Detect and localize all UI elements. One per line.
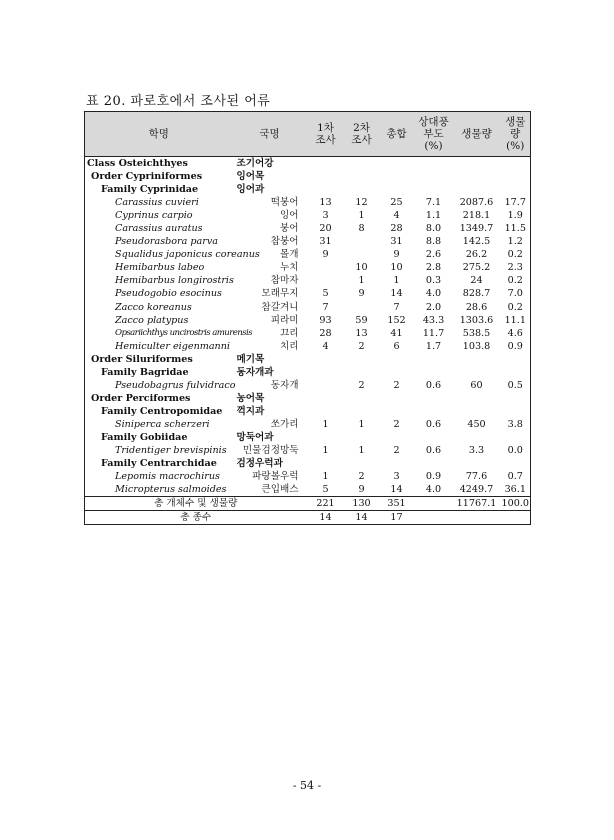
- species-scientific-name: Opsariichthys uncirostris amurensis: [85, 327, 233, 340]
- relative-abundance: 2.8: [425, 262, 442, 274]
- header-total: 총합: [379, 112, 415, 157]
- taxon-korean-name: 농어목: [236, 392, 265, 404]
- empty-cell: [453, 511, 501, 525]
- empty-cell: [379, 392, 415, 405]
- biomass: 828.7: [462, 288, 491, 300]
- empty-cell: [415, 170, 453, 183]
- totals-biomass: 11767.1: [453, 497, 501, 511]
- species-korean-name: 파랑볼우럭: [252, 471, 299, 483]
- survey1-count: 13: [319, 197, 332, 209]
- relative-abundance: 0.9: [425, 471, 442, 483]
- species-korean-name: 참붕어: [270, 236, 299, 248]
- total-count: 14: [390, 484, 403, 496]
- biomass: 60: [470, 379, 483, 391]
- taxon-group-row: [85, 457, 531, 470]
- species-row: [85, 222, 531, 235]
- biomass-percent: 0.5: [501, 379, 531, 392]
- empty-cell: [415, 511, 453, 525]
- species-scientific-name: Hemiculter eigenmanni: [85, 340, 233, 353]
- empty-cell: [501, 392, 531, 405]
- species-korean-name: 큰입배스: [261, 484, 299, 496]
- biomass: 1303.6: [459, 314, 494, 326]
- empty-cell: [501, 157, 531, 171]
- taxon-group-row: [85, 157, 531, 171]
- relative-abundance: 11.7: [422, 327, 445, 339]
- species-row: [85, 301, 531, 314]
- survey2-count: 1: [358, 445, 365, 457]
- species-scientific-name: Cyprinus carpio: [85, 209, 233, 222]
- survey1-count: 3: [322, 210, 329, 222]
- species-korean-name: 모래무지: [261, 288, 299, 300]
- survey1-count: 5: [322, 288, 329, 300]
- taxon-name: Order Cypriniformes: [85, 170, 233, 183]
- empty-cell: [345, 183, 379, 196]
- empty-cell: [501, 457, 531, 470]
- species-korean-name: 참마자: [270, 275, 299, 287]
- survey1-count: 5: [322, 484, 329, 496]
- survey2-count: 9: [358, 288, 365, 300]
- table-caption: 표 20. 파로호에서 조사된 어류: [86, 94, 271, 109]
- biomass: 28.6: [465, 301, 488, 313]
- empty-cell: [307, 392, 345, 405]
- empty-cell: [345, 353, 379, 366]
- relative-abundance: 8.0: [425, 223, 442, 235]
- species-row: [85, 470, 531, 483]
- relative-abundance: 7.1: [425, 197, 442, 209]
- empty-cell: [379, 405, 415, 418]
- species-scientific-name: Pseudogobio esocinus: [85, 287, 233, 300]
- taxon-name: Order Siluriformes: [85, 353, 233, 366]
- survey2-count: 2: [358, 379, 365, 391]
- biomass-percent: 1.2: [501, 235, 531, 248]
- empty-cell: [379, 366, 415, 379]
- biomass-percent: 0.7: [501, 470, 531, 483]
- species-korean-name: 치리: [279, 340, 299, 352]
- totals-relative-abundance: [415, 497, 453, 511]
- empty-cell: [453, 405, 501, 418]
- empty-cell: [379, 457, 415, 470]
- empty-cell: [453, 353, 501, 366]
- survey2-count: 2: [358, 340, 365, 352]
- empty-cell: [345, 431, 379, 444]
- total-count: 7: [393, 301, 400, 313]
- relative-abundance: 2.0: [425, 301, 442, 313]
- taxon-name: Class Osteichthyes: [85, 157, 233, 171]
- survey2-count: 1: [358, 275, 365, 287]
- taxon-name: Family Bagridae: [85, 366, 233, 379]
- totals-row: [85, 497, 531, 511]
- page-number: - 54 -: [292, 779, 322, 792]
- empty-cell: [307, 457, 345, 470]
- taxon-name: Family Centropomidae: [85, 405, 233, 418]
- biomass: 2087.6: [459, 197, 494, 209]
- empty-cell: [307, 157, 345, 171]
- empty-cell: [379, 431, 415, 444]
- species-scientific-name: Siniperca scherzeri: [85, 418, 233, 431]
- species-scientific-name: Zacco koreanus: [85, 301, 233, 314]
- total-count: 31: [390, 236, 403, 248]
- header-biomass-percent: 생물량 (%): [501, 112, 531, 157]
- total-count: 1: [393, 275, 400, 287]
- species-row: [85, 274, 531, 287]
- species-korean-name: 동자개: [270, 379, 299, 391]
- empty-cell: [379, 157, 415, 171]
- empty-cell: [453, 366, 501, 379]
- biomass-percent: 0.9: [501, 340, 531, 353]
- taxon-korean-name: 망둑어과: [236, 432, 274, 443]
- survey2-count: [345, 301, 379, 314]
- taxon-group-row: [85, 170, 531, 183]
- total-count: 152: [387, 314, 406, 326]
- biomass-percent: 0.0: [501, 444, 531, 457]
- survey1-count: 9: [322, 249, 329, 261]
- empty-cell: [379, 353, 415, 366]
- species-row: [85, 444, 531, 457]
- species-row: [85, 261, 531, 274]
- relative-abundance: 2.6: [425, 249, 442, 261]
- survey1-count: 7: [322, 301, 329, 313]
- empty-cell: [415, 183, 453, 196]
- fish-survey-table: [84, 111, 531, 525]
- relative-abundance: 0.6: [425, 418, 442, 430]
- empty-cell: [307, 366, 345, 379]
- empty-cell: [345, 405, 379, 418]
- relative-abundance: 4.0: [425, 288, 442, 300]
- survey1-count: [307, 274, 345, 287]
- species-row: [85, 327, 531, 340]
- empty-cell: [379, 170, 415, 183]
- biomass-percent: 36.1: [501, 483, 531, 497]
- relative-abundance: 4.0: [425, 484, 442, 496]
- species-scientific-name: Lepomis macrochirus: [85, 470, 233, 483]
- empty-cell: [501, 366, 531, 379]
- survey2-count: [345, 248, 379, 261]
- biomass: 24: [470, 275, 483, 287]
- relative-abundance: 0.6: [425, 445, 442, 457]
- relative-abundance: 0.6: [425, 379, 442, 391]
- total-count: 41: [390, 327, 403, 339]
- totals-total: 351: [379, 497, 415, 511]
- empty-cell: [307, 170, 345, 183]
- survey1-count: 31: [319, 236, 332, 248]
- species-count-survey2: 14: [345, 511, 379, 525]
- biomass-percent: 2.3: [501, 261, 531, 274]
- species-korean-name: 쏘가리: [270, 418, 299, 430]
- header-survey1: 1차 조사: [307, 112, 345, 157]
- survey2-count: 9: [358, 484, 365, 496]
- survey2-count: 13: [355, 327, 368, 339]
- relative-abundance: 0.3: [425, 275, 442, 287]
- taxon-name: Family Gobiidae: [85, 431, 233, 444]
- biomass: 450: [467, 418, 486, 430]
- survey1-count: 1: [322, 418, 329, 430]
- biomass-percent: 0.2: [501, 274, 531, 287]
- species-korean-name: 떡붕어: [270, 197, 299, 209]
- taxon-group-row: [85, 366, 531, 379]
- survey1-count: [307, 261, 345, 274]
- species-korean-name: 붕어: [279, 223, 299, 235]
- biomass-percent: 11.5: [501, 222, 531, 235]
- species-row: [85, 314, 531, 327]
- species-scientific-name: Hemibarbus labeo: [85, 261, 233, 274]
- species-count-survey1: 14: [307, 511, 345, 525]
- species-korean-name: 잉어: [279, 210, 299, 222]
- empty-cell: [501, 170, 531, 183]
- species-korean-name: 누치: [279, 262, 299, 274]
- biomass: 218.1: [462, 210, 491, 222]
- biomass-percent: 4.6: [501, 327, 531, 340]
- total-count: 14: [390, 288, 403, 300]
- biomass-percent: 1.9: [501, 209, 531, 222]
- empty-cell: [501, 431, 531, 444]
- species-scientific-name: Pseudorasbora parva: [85, 235, 233, 248]
- taxon-korean-name: 잉어목: [236, 171, 265, 183]
- species-korean-name: 민물검정망둑: [242, 445, 299, 457]
- header-row: [85, 112, 531, 157]
- survey1-count: 28: [319, 327, 332, 339]
- total-count: 6: [393, 340, 400, 352]
- biomass: 3.3: [468, 445, 485, 457]
- species-scientific-name: Micropterus salmoides: [85, 483, 233, 497]
- total-count: 2: [393, 379, 400, 391]
- species-row: [85, 235, 531, 248]
- total-count: 25: [390, 197, 403, 209]
- taxon-group-row: [85, 392, 531, 405]
- totals-survey2: 130: [345, 497, 379, 511]
- survey2-count: 1: [358, 210, 365, 222]
- biomass: 538.5: [462, 327, 491, 339]
- relative-abundance: 1.1: [425, 210, 442, 222]
- species-korean-name: 참갈겨니: [261, 301, 299, 313]
- taxon-name: Family Cyprinidae: [85, 183, 233, 196]
- taxon-korean-name: 동자개과: [236, 366, 274, 378]
- survey2-count: 10: [355, 262, 368, 274]
- survey2-count: [345, 235, 379, 248]
- taxon-korean-name: 조기어강: [236, 158, 274, 170]
- empty-cell: [453, 183, 501, 196]
- header-biomass: 생물량: [453, 112, 501, 157]
- empty-cell: [453, 457, 501, 470]
- survey2-count: 12: [355, 197, 368, 209]
- species-row: [85, 209, 531, 222]
- taxon-korean-name: 꺽지과: [236, 405, 265, 417]
- species-row: [85, 340, 531, 353]
- header-survey2: 2차 조사: [345, 112, 379, 157]
- survey1-count: 1: [322, 445, 329, 457]
- totals-label: 총 개체수 및 생물량: [85, 497, 307, 511]
- relative-abundance: 1.7: [425, 340, 442, 352]
- species-scientific-name: Pseudobagrus fulvidraco: [85, 379, 233, 392]
- species-korean-name: 끄리: [279, 327, 299, 339]
- empty-cell: [345, 457, 379, 470]
- survey2-count: 2: [358, 471, 365, 483]
- empty-cell: [415, 431, 453, 444]
- empty-cell: [345, 392, 379, 405]
- empty-cell: [345, 366, 379, 379]
- empty-cell: [415, 457, 453, 470]
- survey2-count: 59: [355, 314, 368, 326]
- empty-cell: [453, 392, 501, 405]
- species-row: [85, 287, 531, 300]
- biomass: 103.8: [462, 340, 491, 352]
- header-scientific-name: 학명: [85, 112, 233, 157]
- header-korean-name: 국명: [233, 112, 307, 157]
- empty-cell: [415, 157, 453, 171]
- biomass-percent: 0.2: [501, 248, 531, 261]
- empty-cell: [453, 157, 501, 171]
- empty-cell: [501, 511, 531, 525]
- biomass: 4249.7: [459, 484, 494, 496]
- total-count: 2: [393, 445, 400, 457]
- taxon-korean-name: 잉어과: [236, 184, 265, 196]
- empty-cell: [415, 392, 453, 405]
- survey1-count: 93: [319, 314, 332, 326]
- survey1-count: 20: [319, 223, 332, 235]
- species-row: [85, 418, 531, 431]
- species-scientific-name: Carassius cuvieri: [85, 196, 233, 209]
- taxon-korean-name: 검정우럭과: [236, 458, 283, 470]
- biomass-percent: 3.8: [501, 418, 531, 431]
- total-count: 4: [393, 210, 400, 222]
- taxon-name: Family Centrarchidae: [85, 457, 233, 470]
- species-scientific-name: Zacco platypus: [85, 314, 233, 327]
- totals-survey1: 221: [307, 497, 345, 511]
- species-scientific-name: Hemibarbus longirostris: [85, 274, 233, 287]
- empty-cell: [307, 353, 345, 366]
- survey2-count: 1: [358, 418, 365, 430]
- species-scientific-name: Tridentiger brevispinis: [85, 444, 233, 457]
- empty-cell: [453, 431, 501, 444]
- biomass: 77.6: [465, 471, 488, 483]
- total-count: 10: [390, 262, 403, 274]
- species-count-total: 17: [379, 511, 415, 525]
- empty-cell: [501, 405, 531, 418]
- species-row: [85, 483, 531, 497]
- taxon-group-row: [85, 405, 531, 418]
- total-count: 3: [393, 471, 400, 483]
- empty-cell: [501, 353, 531, 366]
- species-scientific-name: Carassius auratus: [85, 222, 233, 235]
- survey2-count: 8: [358, 223, 365, 235]
- empty-cell: [501, 183, 531, 196]
- relative-abundance: 43.3: [422, 314, 445, 326]
- header-relative-abundance: 상대풍 부도 (%): [415, 112, 453, 157]
- survey1-count: [307, 379, 345, 392]
- species-scientific-name: Squalidus japonicus coreanus: [85, 248, 233, 261]
- empty-cell: [379, 183, 415, 196]
- species-count-label: 총 종수: [85, 511, 307, 525]
- empty-cell: [453, 170, 501, 183]
- species-korean-name: 피라미: [270, 314, 299, 326]
- species-count-row: [85, 511, 531, 525]
- totals-biomass-percent: 100.0: [501, 498, 529, 510]
- taxon-group-row: [85, 183, 531, 196]
- species-row: [85, 196, 531, 209]
- empty-cell: [307, 405, 345, 418]
- empty-cell: [415, 366, 453, 379]
- biomass-percent: 0.2: [501, 301, 531, 314]
- taxon-group-row: [85, 353, 531, 366]
- biomass-percent: 7.0: [501, 287, 531, 300]
- taxon-korean-name: 메기목: [236, 353, 265, 365]
- species-row: [85, 379, 531, 392]
- empty-cell: [415, 353, 453, 366]
- biomass: 142.5: [462, 236, 491, 248]
- empty-cell: [345, 157, 379, 171]
- relative-abundance: 8.8: [425, 236, 442, 248]
- biomass: 275.2: [462, 262, 491, 274]
- biomass-percent: 17.7: [501, 196, 531, 209]
- total-count: 28: [390, 223, 403, 235]
- species-korean-name: 몰개: [279, 249, 299, 261]
- taxon-group-row: [85, 431, 531, 444]
- survey1-count: 4: [322, 340, 329, 352]
- biomass-percent: 11.1: [501, 314, 531, 327]
- survey1-count: 1: [322, 471, 329, 483]
- biomass: 1349.7: [459, 223, 494, 235]
- taxon-name: Order Perciformes: [85, 392, 233, 405]
- empty-cell: [345, 170, 379, 183]
- empty-cell: [307, 183, 345, 196]
- biomass: 26.2: [465, 249, 488, 261]
- empty-cell: [307, 431, 345, 444]
- empty-cell: [415, 405, 453, 418]
- total-count: 9: [393, 249, 400, 261]
- total-count: 2: [393, 418, 400, 430]
- species-row: [85, 248, 531, 261]
